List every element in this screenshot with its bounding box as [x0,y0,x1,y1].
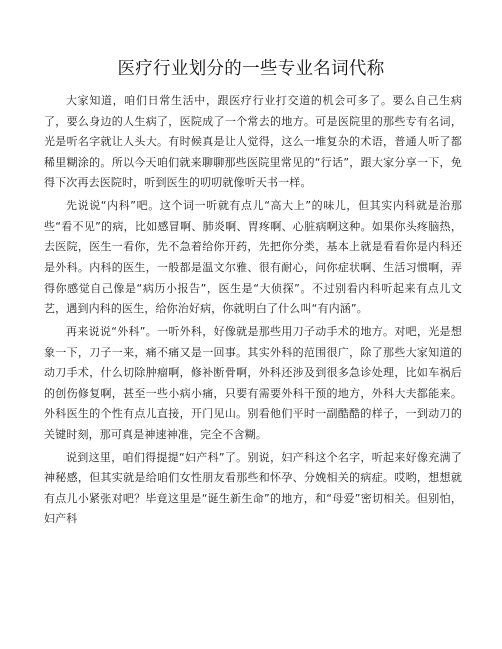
paragraph: 说到这里，咱们得提提“妇产科”了。别说，妇产科这个名字，听起来好像充满了神秘感，但其实就是给咱们女性朋友看那些和怀孕、分娩相关的病症。哎哟，想想就有点儿小紧张对吧？毕竟这里是“诞生新生命”的地方，和“母爱”密切相关。但别怕，妇产科 [44,450,462,526]
paragraph: 再来说说“外科”。一听外科，好像就是那些用刀子动手术的地方。对吧，光是想象一下，刀子一来，痛不痛又是一回事。其实外科的范围很广，除了那些大家知道的动刀手术，什么切除肿瘤啊，修补断骨啊，外科还涉及到很多急诊处理，比如车祸后的创伤修复啊，甚至一些小病小痛，只要有需要外科干预的地方，外科大夫都能来。外科医生的个性有点儿直接，开门见山。别看他们平时一副酷酷的样子，一到动刀的关键时刻，那可真是神速神准，完全不含糊。 [44,324,462,441]
document-body [44,91,462,530]
document-title: 医疗行业划分的一些专业名词代称 [117,59,385,79]
paragraph: 先说说“内科”吧。这个词一听就有点儿“高大上”的味儿，但其实内科就是治那些“看不见”的病，比如感冒啊、肺炎啊、胃疼啊、心脏病啊这种。如果你头疼脑热，去医院，医生一看你，先不急着给你开药，先把你分类，基本上就是看看你是内科还是外科。内科的医生，一般都是温文尔雅、很有耐心，问你症状啊、生活习惯啊，弄得你感觉自己像是“病历小报告”，医生是“大侦探”。不过别看内科听起来有点儿文艺，遇到内科的医生，给你治好病，你就明白了什么叫“有内涵”。 [44,199,462,316]
paragraph: 大家知道，咱们日常生活中，跟医疗行业打交道的机会可多了。要么自己生病了，要么身边的人生病了，医院成了一个常去的地方。可是医院里的那些专有名词，光是听名字就让人头大。有时候真是让人觉得，这么一堆复杂的术语，普通人听了都稀里糊涂的。所以今天咱们就来聊聊那些医院里常见的“行话”，跟大家分享一下，免得下次再去医院时，听到医生的叨叨就像听天书一样。 [44,94,462,190]
